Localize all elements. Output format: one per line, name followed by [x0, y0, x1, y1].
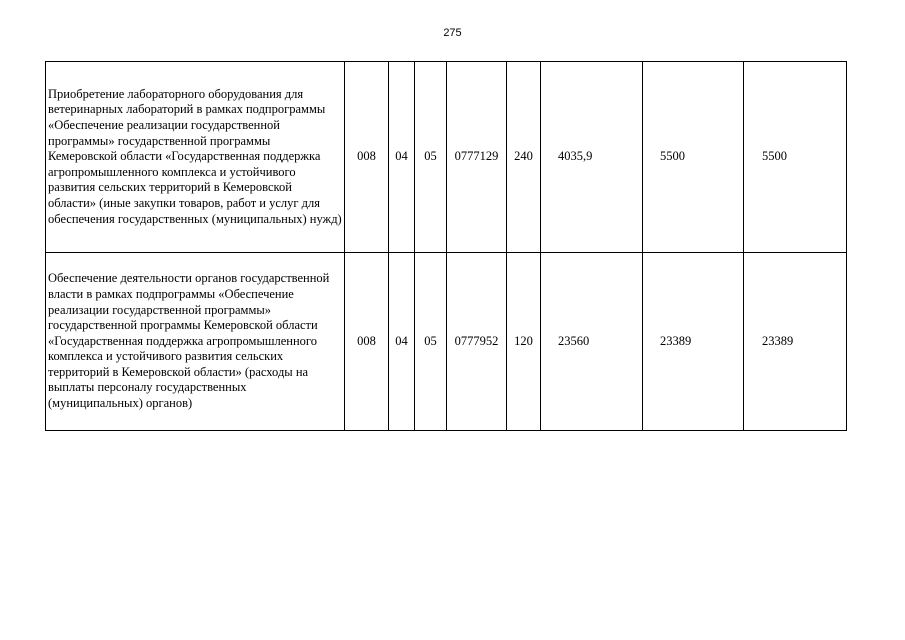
ministry-code: 008: [345, 253, 389, 431]
table-row: [46, 62, 847, 253]
row-description: Приобретение лабораторного оборудования для ветеринарных лабораторий в рамках подпрограммы «Обеспечение реализации государственной программы» государственной программы Кемеровской области «Государственная поддержка агропромышленного комплекса и устойчивого развития сельских территорий в Кемеровской области» (иные закупки товаров, работ и услуг для обеспечения государственных (муниципальных) нужд): [46, 62, 345, 253]
expense-type-code: 240: [507, 62, 541, 253]
amount-year-1: 4035,9: [541, 62, 643, 253]
target-article-code: 0777952: [447, 253, 507, 431]
row-description: Обеспечение деятельности органов государственной власти в рамках подпрограммы «Обеспечение реализации государственной программы» государственной программы Кемеровской области «Государственная поддержка агропромышленного комплекса и устойчивого развития сельских территорий в Кемеровской области» (расходы на выплаты персоналу государственных (муниципальных) органов): [46, 253, 345, 431]
ministry-code: 008: [345, 62, 389, 253]
page-number: 275: [443, 27, 462, 39]
amount-year-2: 5500: [643, 62, 744, 253]
section-code: 04: [389, 62, 415, 253]
section-code: 04: [389, 253, 415, 431]
amount-year-3: 23389: [744, 253, 847, 431]
subsection-code: 05: [415, 253, 447, 431]
target-article-code: 0777129: [447, 62, 507, 253]
budget-table: [45, 61, 847, 431]
subsection-code: 05: [415, 62, 447, 253]
amount-year-1: 23560: [541, 253, 643, 431]
table-row: [46, 253, 847, 431]
amount-year-2: 23389: [643, 253, 744, 431]
amount-year-3: 5500: [744, 62, 847, 253]
expense-type-code: 120: [507, 253, 541, 431]
